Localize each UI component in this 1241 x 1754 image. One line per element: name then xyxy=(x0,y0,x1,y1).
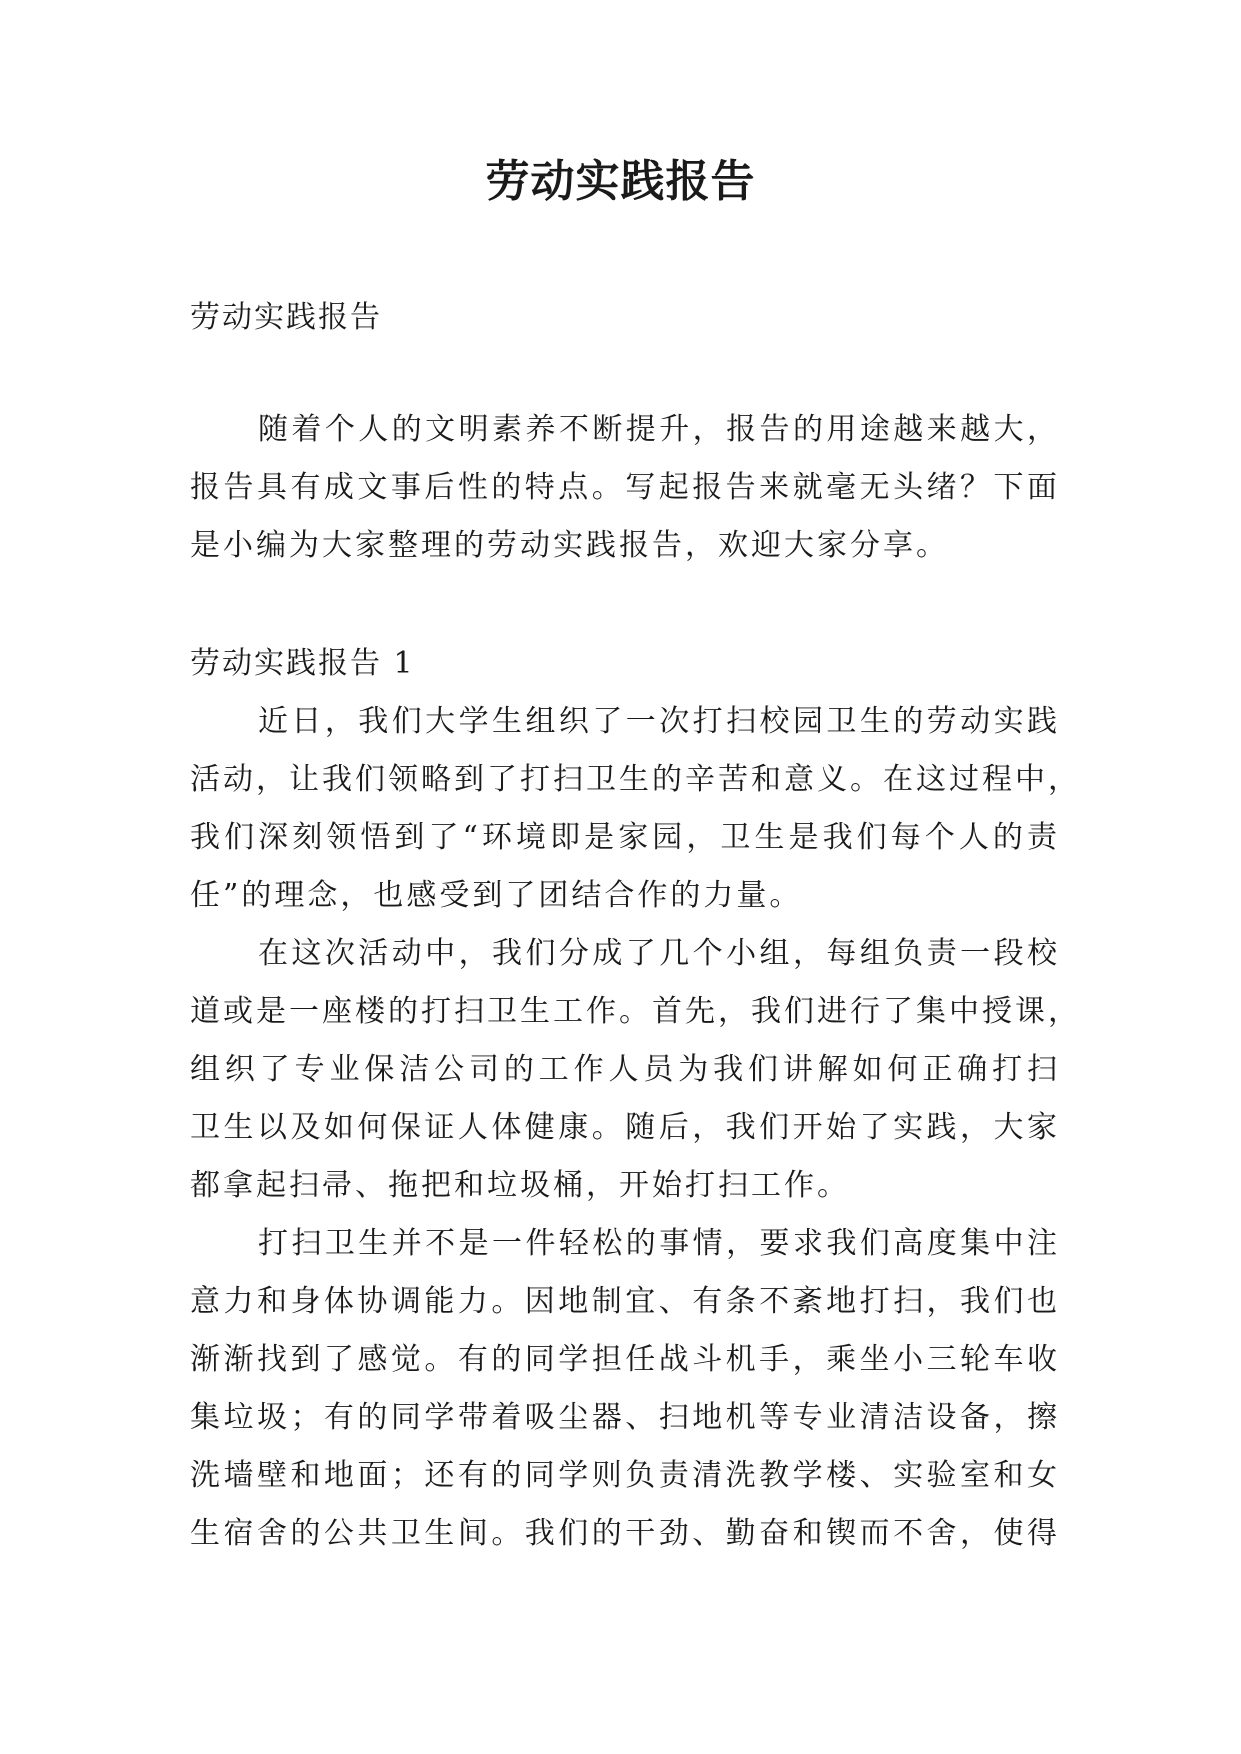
paragraph-line: 打扫卫生并不是一件轻松的事情，要求我们高度集中注 xyxy=(258,1226,1060,1261)
paragraph-line: 都拿起扫帚、拖把和垃圾桶，开始打扫工作。 xyxy=(190,1168,850,1203)
intro-line: 报告具有成文事后性的特点。写起报告来就毫无头绪？下面 xyxy=(190,470,1060,505)
intro-line: 随着个人的文明素养不断提升，报告的用途越来越大， xyxy=(258,412,1060,447)
intro-line: 是小编为大家整理的劳动实践报告，欢迎大家分享。 xyxy=(190,528,949,563)
document-title: 劳动实践报告 xyxy=(485,156,756,207)
paragraph-line: 在这次活动中，我们分成了几个小组，每组负责一段校 xyxy=(258,936,1060,971)
paragraph-line: 集垃圾；有的同学带着吸尘器、扫地机等专业清洁设备，擦 xyxy=(190,1400,1060,1435)
paragraph-line: 活动，让我们领略到了打扫卫生的辛苦和意义。在这过程中， xyxy=(190,762,1081,797)
paragraph-line: 生宿舍的公共卫生间。我们的干劲、勤奋和锲而不舍，使得 xyxy=(190,1516,1060,1551)
paragraph-line: 我们深刻领悟到了“环境即是家园，卫生是我们每个人的责 xyxy=(190,820,1060,855)
paragraph-line: 洗墙壁和地面；还有的同学则负责清洗教学楼、实验室和女 xyxy=(190,1458,1060,1493)
paragraph-line: 组织了专业保洁公司的工作人员为我们讲解如何正确打扫 xyxy=(190,1052,1060,1087)
paragraph-line: 道或是一座楼的打扫卫生工作。首先，我们进行了集中授课， xyxy=(190,994,1081,1029)
paragraph-line: 近日，我们大学生组织了一次打扫校园卫生的劳动实践 xyxy=(258,704,1060,739)
paragraph-line: 渐渐找到了感觉。有的同学担任战斗机手，乘坐小三轮车收 xyxy=(190,1342,1060,1377)
paragraph-line: 卫生以及如何保证人体健康。随后，我们开始了实践，大家 xyxy=(190,1110,1060,1145)
paragraph-line: 意力和身体协调能力。因地制宜、有条不紊地打扫，我们也 xyxy=(190,1284,1060,1319)
section-heading: 劳动实践报告 1 xyxy=(190,646,415,681)
document-subtitle: 劳动实践报告 xyxy=(190,300,382,335)
paragraph-line: 任”的理念，也感受到了团结合作的力量。 xyxy=(190,878,803,913)
